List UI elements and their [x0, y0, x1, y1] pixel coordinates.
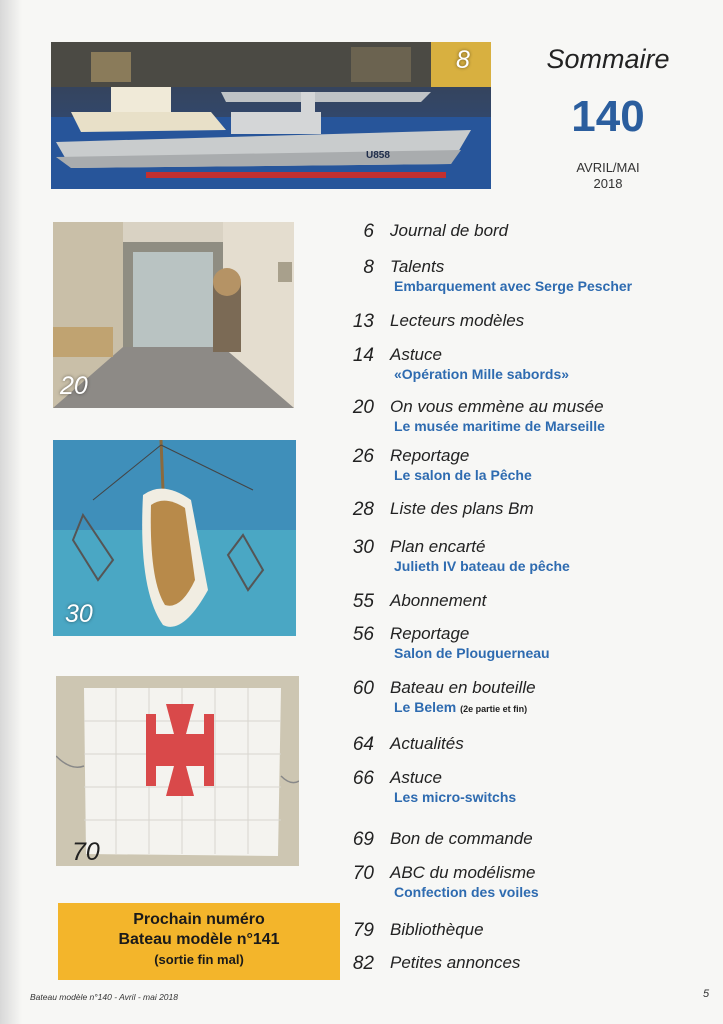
toc-title: Liste des plans Bm: [390, 499, 534, 518]
toc-subtitle: Embarquement avec Serge Pescher: [394, 278, 633, 294]
ship-model-illustration: [51, 42, 491, 189]
photo-page-number: 70: [72, 838, 100, 866]
page-title: Sommaire: [546, 44, 670, 74]
toc-title: Lecteurs modèles: [390, 311, 525, 330]
next-issue-title: Bateau modèle n°141: [118, 931, 280, 948]
photo-page-number: 20: [60, 372, 88, 400]
next-issue-box: [58, 903, 340, 980]
toc-subtitle-note: (2e partie et fin): [460, 704, 528, 714]
issue-date: [518, 160, 698, 192]
toc-title: Petites annonces: [390, 953, 521, 972]
toc-page-number: 70: [352, 863, 374, 884]
toc-title: Reportage: [390, 446, 470, 465]
toc-title: Actualités: [390, 734, 464, 753]
toc-title: Abonnement: [390, 591, 487, 610]
toc-subtitle: Salon de Plouguerneau: [394, 645, 550, 661]
issue-date-year: 2018: [593, 176, 623, 191]
toc-page-number: 8: [363, 257, 374, 278]
photo-fishing-boat: [53, 440, 296, 636]
photo-page-number: 30: [65, 600, 93, 628]
toc-page-number: 20: [352, 397, 374, 418]
toc-subtitle: Confection des voiles: [394, 884, 539, 900]
toc-title: Bibliothèque: [390, 920, 484, 939]
footer-credit: Bateau modèle n°140 - Avril - mai 2018: [30, 992, 178, 1002]
issue-date-months: AVRIL/MAI: [576, 160, 640, 175]
toc-subtitle: Les micro-switchs: [394, 789, 517, 805]
toc-title: Plan encarté: [390, 537, 486, 556]
toc-title: Journal de bord: [390, 221, 509, 240]
toc-title: Reportage: [390, 624, 470, 643]
footer-page-number: 5: [703, 988, 710, 1000]
issue-number: 140: [571, 92, 645, 141]
museum-illustration: [53, 222, 294, 408]
photo-museum: [53, 222, 294, 408]
toc-page-number: 26: [352, 446, 374, 467]
next-issue-release: (sortie fin mal): [154, 952, 244, 967]
toc-page-number: 6: [363, 221, 374, 242]
toc-page-number: 69: [352, 829, 374, 850]
toc-page-number: 79: [352, 920, 374, 941]
toc-subtitle: Le salon de la Pêche: [394, 467, 532, 483]
toc-page-number: 28: [352, 499, 374, 520]
toc-page-number: 66: [352, 768, 374, 789]
next-issue-heading: Prochain numéro: [133, 911, 265, 928]
toc-page-number: 82: [352, 953, 374, 974]
toc-title: Astuce: [390, 345, 442, 364]
toc-title: ABC du modélisme: [390, 863, 536, 882]
toc-subtitle: Le musée maritime de Marseille: [394, 418, 605, 434]
photo-ship-models: [51, 42, 491, 189]
toc-page-number: 56: [352, 624, 374, 645]
toc-title: Bateau en bouteille: [390, 678, 536, 697]
toc-title: Talents: [390, 257, 445, 276]
toc-page-number: 64: [352, 734, 374, 755]
toc-page-number: 14: [352, 345, 374, 366]
toc-page-number: 55: [352, 591, 374, 612]
toc-subtitle-text: Le Belem: [394, 699, 457, 715]
toc-subtitle: «Opération Mille sabords»: [394, 366, 570, 382]
photo-sail: [56, 676, 299, 866]
toc-page-number: 13: [352, 311, 374, 332]
svg-text:U858: U858: [366, 150, 390, 161]
toc-subtitle: Julieth IV bateau de pêche: [394, 558, 570, 574]
page-gutter: [0, 0, 22, 1024]
toc-page-number: 30: [352, 537, 374, 558]
photo-page-number: 8: [456, 46, 470, 74]
toc-title: Astuce: [390, 768, 442, 787]
toc-title: Bon de commande: [390, 829, 533, 848]
toc-title: On vous emmène au musée: [390, 397, 604, 416]
toc-page-number: 60: [352, 678, 374, 699]
toc-subtitle: [394, 699, 527, 715]
